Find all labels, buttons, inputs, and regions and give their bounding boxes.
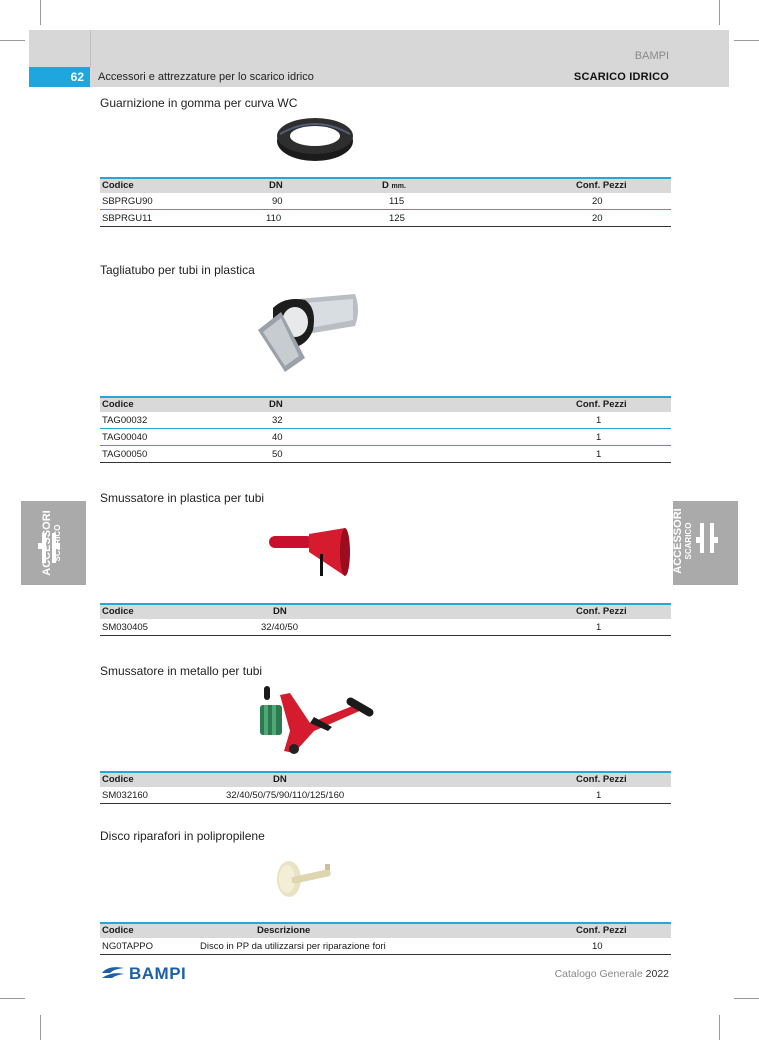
- cell-conf: 1: [596, 790, 602, 801]
- table-row: [100, 787, 671, 804]
- col-dn: DN: [269, 399, 283, 410]
- table-row: [100, 412, 671, 429]
- side-tab-left: [21, 501, 86, 585]
- cell-codice: TAG00032: [102, 415, 148, 426]
- col-codice: Codice: [102, 925, 134, 936]
- cell-codice: NG0TAPPO: [102, 941, 154, 952]
- table-header: [100, 922, 671, 938]
- cell-codice: SBPRGU90: [102, 196, 153, 207]
- cell-codice: TAG00040: [102, 432, 148, 443]
- plastic-chamfer-image: [265, 526, 355, 581]
- side-tab-label: [672, 499, 696, 583]
- cell-descrizione: Disco in PP da utilizzarsi per riparazione fori: [200, 941, 386, 952]
- cell-d: 125: [389, 213, 405, 224]
- col-d-mm: D mm.: [382, 180, 406, 191]
- header-brand: BAMPI: [634, 50, 669, 62]
- product-table: [100, 396, 671, 463]
- cell-conf: 20: [592, 196, 603, 207]
- side-tab-line1: ACCESSORI: [41, 510, 53, 576]
- col-dn: DN: [273, 774, 287, 785]
- table-header: [100, 396, 671, 412]
- product-title: Guarnizione in gomma per curva WC: [100, 96, 298, 110]
- gasket-image: [272, 112, 358, 166]
- metal-chamfer-image: [250, 683, 385, 758]
- product-table: [100, 603, 671, 636]
- crop-mark: [719, 1015, 720, 1040]
- cell-conf: 10: [592, 941, 603, 952]
- cell-conf: 1: [596, 415, 602, 426]
- cell-dn: 32/40/50/75/90/110/125/160: [226, 790, 345, 801]
- table-row: [100, 446, 671, 463]
- side-tab-line1: ACCESSORI: [672, 508, 684, 574]
- page-number: 62: [29, 67, 90, 87]
- col-conf: Conf. Pezzi: [576, 180, 627, 191]
- table-header: [100, 771, 671, 787]
- footer-catalog: [555, 968, 669, 980]
- repair-disc-image: [273, 858, 335, 900]
- table-row: [100, 210, 671, 227]
- cell-codice: TAG00050: [102, 449, 148, 460]
- product-table: [100, 922, 671, 955]
- table-header: [100, 603, 671, 619]
- col-codice: Codice: [102, 399, 134, 410]
- side-tab-right: [673, 501, 738, 585]
- table-header: [100, 177, 671, 193]
- cell-conf: 1: [596, 622, 602, 633]
- footer-year: 2022: [645, 968, 669, 980]
- cell-conf: 1: [596, 449, 602, 460]
- cell-conf: 1: [596, 432, 602, 443]
- product-title: Disco riparafori in polipropilene: [100, 829, 265, 843]
- table-row: [100, 429, 671, 446]
- cell-dn: 32: [272, 415, 283, 426]
- col-dn: DN: [269, 180, 283, 191]
- table-row: [100, 619, 671, 636]
- bampi-logo-icon: [100, 965, 126, 981]
- crop-mark: [734, 998, 759, 999]
- chapter-title: Accessori e attrezzature per lo scarico idrico: [98, 71, 314, 83]
- side-tab-line2: SCARICO: [684, 522, 693, 560]
- crop-mark: [0, 998, 25, 999]
- col-codice: Codice: [102, 180, 134, 191]
- product-title: Tagliatubo per tubi in plastica: [100, 263, 255, 277]
- product-table: [100, 771, 671, 804]
- footer-catalog-label: Catalogo Generale: [554, 968, 643, 980]
- col-codice: Codice: [102, 606, 134, 617]
- cell-dn: 32/40/50: [261, 622, 298, 633]
- side-tab-line2: SCARICO: [53, 524, 62, 562]
- side-tab-label: [41, 501, 65, 585]
- crop-mark: [40, 1015, 41, 1040]
- cell-d: 115: [389, 196, 405, 207]
- cell-codice: SM032160: [102, 790, 148, 801]
- footer-brand: BAMPI: [129, 964, 187, 983]
- pipe-cutter-image: [255, 290, 360, 375]
- crop-mark: [0, 40, 25, 41]
- cell-dn: 50: [272, 449, 283, 460]
- cell-codice: SBPRGU11: [102, 213, 152, 224]
- product-table: [100, 177, 671, 227]
- col-descrizione: Descrizione: [257, 925, 311, 936]
- cell-codice: SM030405: [102, 622, 148, 633]
- col-conf: Conf. Pezzi: [576, 925, 627, 936]
- cell-dn: 110: [266, 213, 282, 224]
- col-codice: Codice: [102, 774, 134, 785]
- col-conf: Conf. Pezzi: [576, 774, 627, 785]
- crop-mark: [40, 0, 41, 25]
- col-conf: Conf. Pezzi: [576, 399, 627, 410]
- product-title: Smussatore in plastica per tubi: [100, 491, 265, 505]
- cell-conf: 20: [592, 213, 603, 224]
- product-title: Smussatore in metallo per tubi: [100, 664, 263, 678]
- section-title: SCARICO IDRICO: [573, 71, 669, 83]
- cell-dn: 40: [272, 432, 283, 443]
- cell-dn: 90: [272, 196, 283, 207]
- table-row: [100, 938, 671, 955]
- crop-mark: [719, 0, 720, 25]
- col-dn: DN: [273, 606, 287, 617]
- table-row: [100, 193, 671, 210]
- crop-mark: [734, 40, 759, 41]
- pipe-icon: [696, 521, 718, 555]
- col-conf: Conf. Pezzi: [576, 606, 627, 617]
